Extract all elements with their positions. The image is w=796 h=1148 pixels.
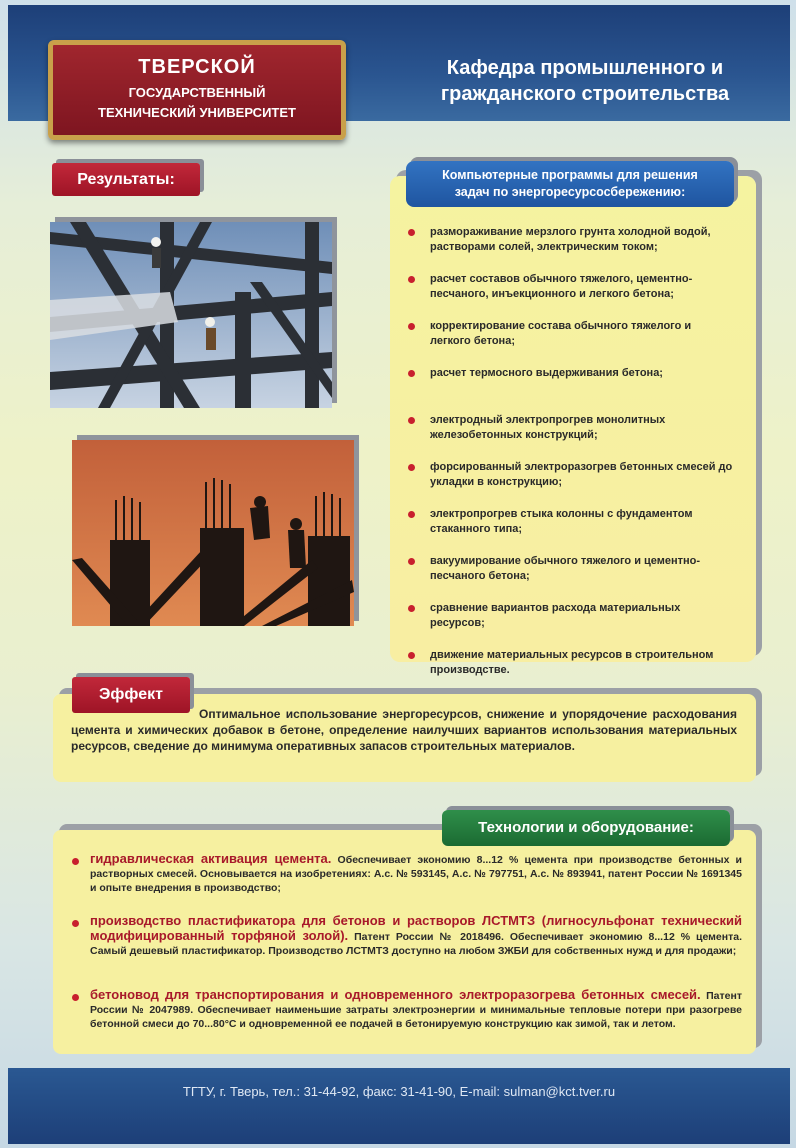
list-item: расчет термосного выдерживания бетона; — [408, 366, 734, 413]
list-item — [70, 988, 742, 1031]
list-item: корректирование состава обычного тяжелого и легкого бетона; — [408, 319, 734, 366]
technology-head: производство пластификатора для бетонов и растворов ЛСТМТЗ (лигносульфонат технический модифицированный торфяной золой). — [90, 913, 742, 943]
steel-frame-illustration — [50, 222, 332, 408]
technology-body: Патент России № 2047989. Обеспечивает наименьшие затраты электроэнергии и минимальные тепловые потери при разогреве бетонной смеси до 70...80°С и одновременной ее подачей в бетонируемую конструкцию как зимой, так и летом. — [90, 990, 742, 1030]
programs-title-line2: задач по энергоресурсосбережению: — [454, 185, 686, 199]
technology-body: Обеспечивает экономию 8...12 % цемента при производстве бетонных и растворных смесей. Основывается на изобретениях: А.с. № 593145, А.с. № 797751, А.с. № 893941, патент России № 1691345 и опыте внедрения в производство; — [90, 854, 743, 894]
university-name-line1: ТВЕРСКОЙ — [138, 56, 256, 78]
rebar-columns-illustration — [72, 440, 354, 626]
list-item: электропрогрев стыка колонны с фундаментом стаканного типа; — [408, 507, 734, 554]
programs-title-line1: Компьютерные программы для решения — [442, 168, 698, 182]
effect-tab: Эффект — [72, 677, 190, 713]
steel-frame-photo — [50, 222, 332, 408]
department-title-line2: гражданского строительства — [440, 83, 730, 105]
technologies-list — [70, 852, 742, 1031]
list-item — [70, 914, 742, 988]
list-item — [70, 852, 742, 914]
university-plate — [48, 40, 346, 140]
list-item: вакуумирование обычного тяжелого и цементно-песчаного бетона; — [408, 554, 734, 601]
list-item: размораживание мерзлого грунта холодной водой, растворами солей, электрическим током; — [408, 225, 734, 272]
programs-list — [408, 225, 734, 695]
results-tab: Результаты: — [52, 163, 200, 196]
university-name-line3: ТЕХНИЧЕСКИЙ УНИВЕРСИТЕТ — [98, 105, 296, 120]
list-item: расчет составов обычного тяжелого, цементно-песчаного, инъекционного и легкого бетона; — [408, 272, 734, 319]
department-title-line1: Кафедра промышленного и — [446, 57, 724, 79]
university-name-line2: ГОСУДАРСТВЕННЫЙ — [128, 85, 266, 100]
list-item: электродный электропрогрев монолитных железобетонных конструкций; — [408, 413, 734, 460]
list-item: форсированный электроразогрев бетонных смесей до укладки в конструкцию; — [408, 460, 734, 507]
rebar-columns-photo — [72, 440, 354, 626]
technologies-tab: Технологии и оборудование: — [442, 810, 730, 846]
list-item: движение материальных ресурсов в строительном производстве. — [408, 648, 734, 695]
technology-head: бетоновод для транспортирования и одновременного электроразогрева бетонных смесей. — [90, 987, 701, 1002]
effect-text: Оптимальное использование энергоресурсов, снижение и упорядочение расходования цемента и химических добавок в бетоне, определение наилучших вариантов использования материальных ресурсов, сведение до минимума оперативных запасов строительных материалов. — [71, 707, 737, 753]
footer-contacts: ТГТУ, г. Тверь, тел.: 31-44-92, факс: 31-41-90, E-mail: sulman@kct.tver.ru — [8, 1068, 790, 1144]
department-title — [400, 55, 770, 107]
list-item: сравнение вариантов расхода материальных ресурсов; — [408, 601, 734, 648]
technology-body: Патент России № 2018496. Обеспечивает экономию 8...12 % цемента. Самый дешевый пластификатор. Производство ЛСТМТЗ доступно на любом ЗЖБИ для собственных нужд и для продажи; — [90, 931, 742, 957]
technology-head: гидравлическая активация цемента. — [90, 851, 332, 866]
programs-title — [406, 161, 734, 207]
